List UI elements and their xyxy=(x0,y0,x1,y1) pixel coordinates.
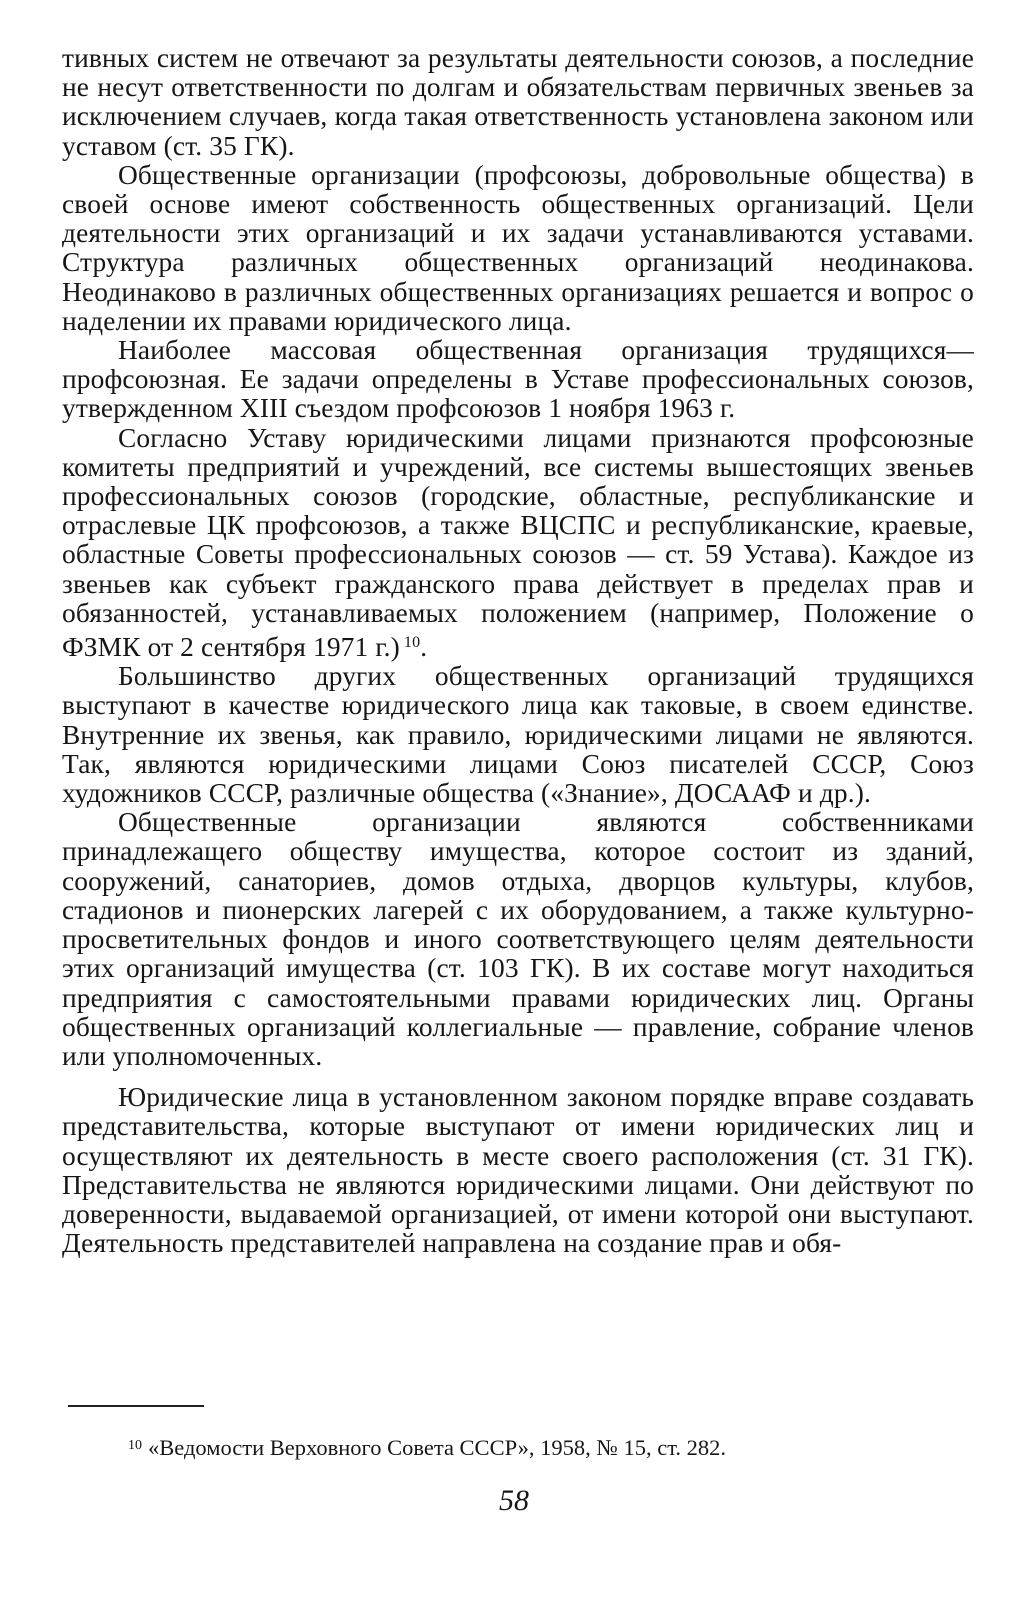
footnote-number: 10 xyxy=(128,1438,142,1453)
paragraph-6: Общественные организации являются собственниками принадлежащего обществу имущества, которое состоит из зданий, сооружений, санаториев, домов отдыха, дворцов культуры, клубов, стадионов и пионерских лагерей с их оборудованием, а также культурно-просветительных фондов и иного соответствующего целям деятельности этих организаций имущества (ст. 103 ГК). В их составе могут находиться предприятия с самостоятельными правами юридических лиц. Органы общественных организаций коллегиальные — правление, собрание членов или уполномоченных. xyxy=(62,807,974,1071)
paragraph-5: Большинство других общественных организаций трудящихся выступают в качестве юридического лица как таковые, в своем единстве. Внутренние их звенья, как правило, юридическими лицами не являются. Так, являются юридическими лицами Союз писателей СССР, Союз художников СССР, различные общества («Знание», ДОСААФ и др.). xyxy=(62,661,974,809)
paragraph-4 xyxy=(62,424,974,663)
paragraph-7: Юридические лица в установленном законом порядке вправе создавать представительства, которые выступают от имени юридических лиц и осуществляют их деятельность в месте своего расположения (ст. 31 ГК). Представительства не являются юридическими лицами. Они действуют по доверенности, выдаваемой организацией, от имени которой они выступают. Деятельность представителей направлена на создание прав и обя- xyxy=(62,1082,974,1259)
footnote-reference: 10 xyxy=(403,634,421,652)
page-number: 58 xyxy=(499,1484,529,1517)
paragraph-4-text: Согласно Уставу юридическими лицами признаются профсоюзные комитеты предприятий и учреждений, все системы вышестоящих звеньев профессиональных союзов (городские, областные, республиканские и отраслевые ЦК профсоюзов, а также ВЦСПС и республиканские, краевые, областные Советы профессиональных союзов — ст. 59 Устава). Каждое из звеньев как субъект гражданского права действует в пределах прав и обязанностей, устанавливаемых положением (например, Положение о ФЗМК от 2 сентября 1971 г.) xyxy=(62,422,974,663)
book-page xyxy=(62,44,974,1564)
paragraph-3: Наиболее массовая общественная организация трудящихся— профсоюзная. Ее задачи определены в Уставе профессиональных союзов, утвержденном XIII съездом профсоюзов 1 ноября 1963 г. xyxy=(62,335,974,424)
paragraph-4-tail: . xyxy=(420,632,428,663)
footnote-text: «Ведомости Верховного Совета СССР», 1958, № 15, ст. 282. xyxy=(148,1435,726,1460)
footnote-divider xyxy=(68,1405,204,1407)
main-text xyxy=(62,44,974,1258)
footnote xyxy=(128,1433,948,1461)
paragraph-2: Общественные организации (профсоюзы, добровольные общества) в своей основе имеют собственность общественных организаций. Цели деятельности этих организаций и их задачи устанавливаются уставами. Структура различных общественных организаций неодинакова. Неодинаково в различных общественных организациях решается и вопрос о наделении их правами юридического лица. xyxy=(62,159,974,336)
paragraph-1: тивных систем не отвечают за результаты деятельности союзов, а последние не несут ответственности по долгам и обязательствам первичных звеньев за исключением случаев, когда такая ответственность установлена законом или уставом (ст. 35 ГК). xyxy=(62,43,974,161)
